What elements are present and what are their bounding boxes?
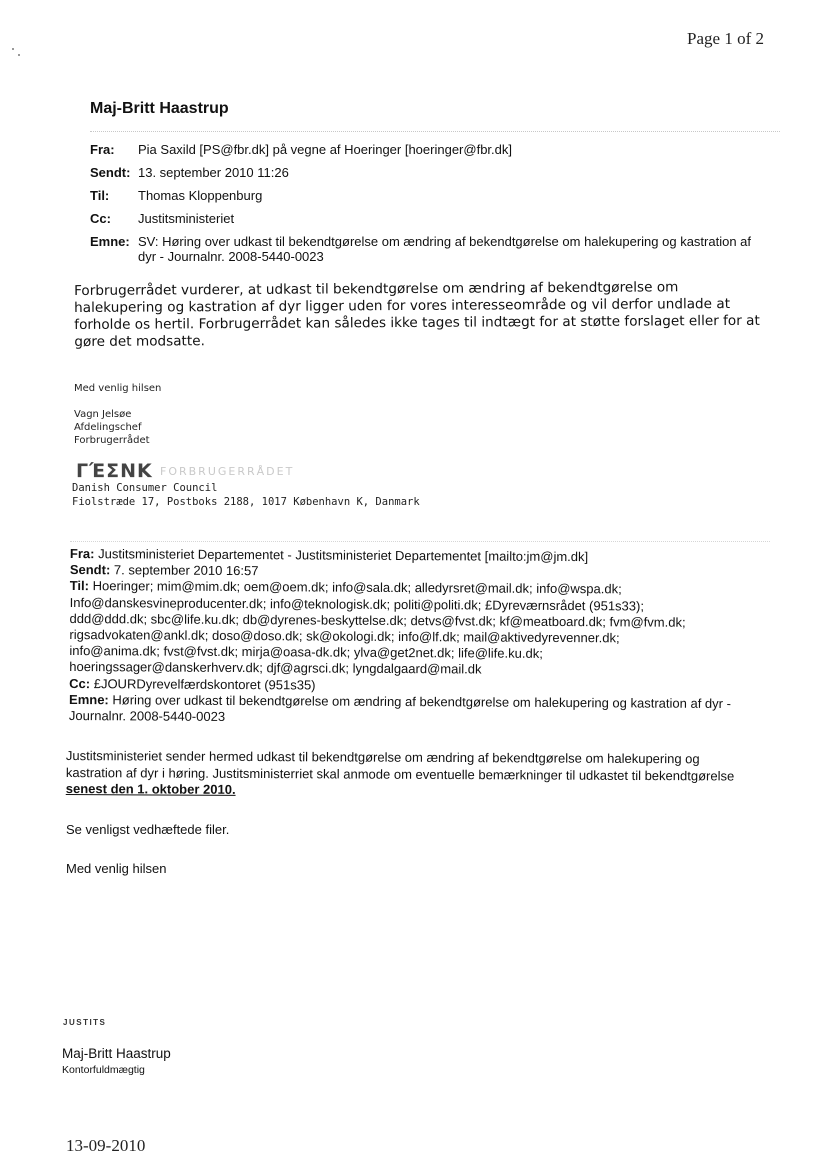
forwarded-signer-title: Kontorfuldmægtig [62,1064,145,1076]
page-number: Page 1 of 2 [687,29,764,48]
sent-value: 13. september 2010 11:26 [138,165,289,180]
forwarded-signer-name: Maj-Britt Haastrup [62,1046,171,1061]
fwd-to-line: Info@danskesvineproducenter.dk; info@teknologisk.dk; politi@politi.dk; £Dyreværnsrådet (951s33); [69,594,645,614]
forward-divider [70,541,770,542]
subject-label: Emne: [90,234,130,249]
footer-date: 13-09-2010 [66,1136,146,1155]
forwarded-closing: Med venlig hilsen [66,861,167,876]
forwarded-body-text: Justitsministeriet sender hermed udkast til bekendtgørelse om ændring af bekendtgørelse om halekupering og kastration af dyr i høring. Justitsministerriet skal anmode om eventuelle bemærkninger til udkastet til bekendtgørelse [65,748,735,783]
from-label: Fra: [90,142,115,157]
from-value: Pia Saxild [PS@fbr.dk] på vegne af Hoeringer [hoeringer@fbr.dk] [138,142,512,157]
sent-label: Sendt: [90,165,131,180]
to-value: Thomas Kloppenburg [138,188,263,203]
scan-speck [12,48,14,50]
reply-closing: Med venlig hilsen [74,383,162,394]
mailbox-owner: Maj-Britt Haastrup [90,100,229,117]
fwd-to-line: rigsadvokaten@ankl.dk; doso@doso.dk; sk@okologi.dk; info@lf.dk; mail@aktivedyrevenner.dk; [69,627,620,646]
from-row [90,138,770,161]
forwarded-header [69,546,770,729]
ministry-stamp: JUSTITS [63,1018,107,1027]
forwarded-body [66,748,756,801]
reply-signer-name: Vagn Jelsøe [74,409,132,420]
cc-row [90,207,770,230]
reply-signer-title: Afdelingschef [74,422,142,433]
fwd-sent-label: Sendt: [69,562,111,578]
fwd-to-line: info@anima.dk; fvst@fvst.dk; mirja@oasa-dk.dk; ylva@get2net.dk; life@life.ku.dk; [69,643,543,662]
fwd-sent-value: 7. september 2010 16:57 [113,562,259,579]
reply-header [90,138,770,264]
scan-speck [18,54,20,56]
fwd-cc-label: Cc: [69,675,91,691]
reply-body: Forbrugerrådet vurderer, at udkast til bekendtgørelse om ændring af bekendtgørelse om halekupering og kastration af dyr ligger uden for vores interesseområde og vil derfor undlade at forholde os hertil. Forbrugerrådet kan således ikke tages til indtægt for at støtte forslaget eller for at gøre det modsatte. [74,279,760,350]
fwd-from-label: Fra: [69,546,95,562]
fwd-subject-label: Emne: [69,691,109,708]
sent-row [90,161,770,184]
fwd-to-line: ddd@ddd.dk; sbc@life.ku.dk; db@dyrenes-beskyttelse.dk; detvs@fvst.dk; kf@meatboard.dk; fvm@fvm.dk; [69,610,686,630]
to-label: Til: [90,188,110,203]
fwd-subject-row [69,692,769,729]
attachments-note: Se venligst vedhæftede filer. [66,822,230,837]
consumer-council-logo-text: FORBRUGERRÅDET [160,465,295,478]
fwd-subject-value: Høring over udkast til bekendtgørelse om ændring af bekendtgørelse om halekupering og kastration af dyr - Journalnr. 2008-5440-0023 [68,692,732,724]
fwd-from-value: Justitsministeriet Departementet - Justitsministeriet Departementet [mailto:jm@jm.dk] [98,546,589,565]
deadline-text: senest den 1. oktober 2010. [65,780,236,797]
cc-value: Justitsministeriet [138,211,235,226]
consumer-council-logo: ΓΈΣΝΚ [76,460,153,482]
fwd-to-label: Til: [69,578,90,594]
subject-row [90,230,770,264]
fwd-to-line: Hoeringer; mim@mim.dk; oem@oem.dk; info@sala.dk; alledyrsret@mail.dk; info@wspa.dk; [92,578,622,597]
cc-label: Cc: [90,211,111,226]
reply-signer-org: Forbrugerrådet [74,435,150,446]
consumer-council-address-block [72,481,420,509]
org-address: Fiolstræde 17, Postboks 2188, 1017 København K, Danmark [72,496,420,508]
subject-value: SV: Høring over udkast til bekendtgørelse om ændring af bekendtgørelse om halekupering og kastration af dyr - Journalnr. 2008-5440-0023 [138,234,752,264]
to-row [90,184,770,207]
fwd-cc-value: £JOURDyrevelfærdskontoret (951s35) [93,675,316,693]
org-english-name: Danish Consumer Council [72,482,218,494]
header-divider [90,131,780,132]
fwd-to-line: hoeringssager@danskerhverv.dk; djf@agrsci.dk; lyngdalgaard@mail.dk [69,659,482,677]
